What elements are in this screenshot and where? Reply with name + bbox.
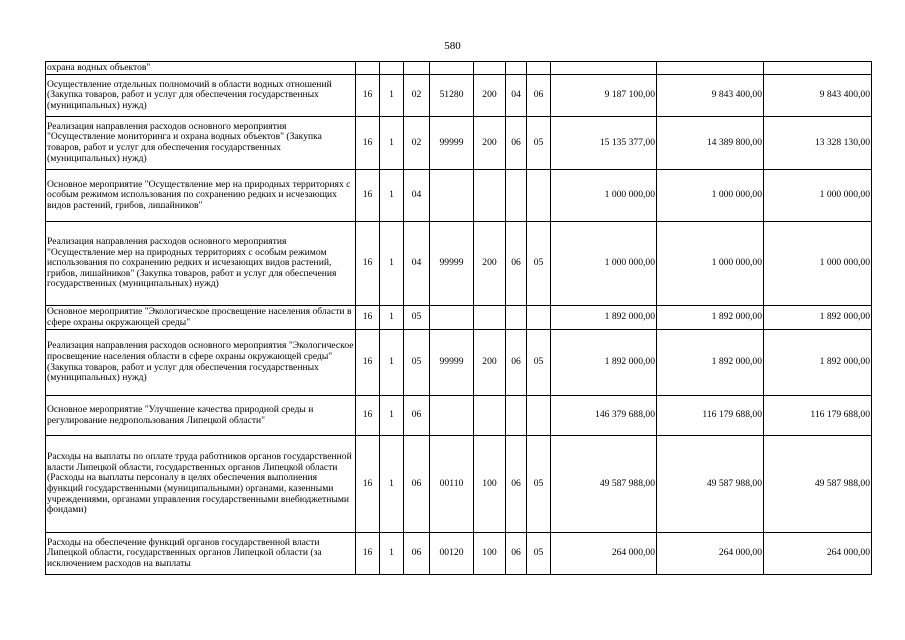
code-cell: 06 [404,396,430,436]
code-cell: 06 [506,330,527,396]
amount-year2-cell: 9 843 400,00 [657,75,764,117]
table-row [46,396,872,436]
code-cell: 1 [380,222,404,306]
row-description: Реализация направления расходов основного мероприятия "Экологическое просвещение населения области в сфере охраны окружающей среды" (Закупка товаров, работ и услуг для обеспечения государственных (муниципальных) нужд) [46,330,356,396]
code-cell: 04 [404,222,430,306]
code-cell: 06 [404,436,430,533]
code-cell: 06 [506,533,527,575]
row-description: охрана водных объектов" [46,62,356,75]
code-cell: 16 [356,330,380,396]
code-cell [474,62,506,75]
amount-year2-cell: 1 892 000,00 [657,330,764,396]
amount-year1-cell: 9 187 100,00 [551,75,657,117]
budget-table [45,61,872,575]
table-row [46,306,872,330]
code-cell [527,306,551,330]
amount-year1-cell: 15 135 377,00 [551,117,657,170]
amount-year3-cell: 49 587 988,00 [764,436,872,533]
code-cell: 06 [506,222,527,306]
code-cell: 99999 [430,330,474,396]
code-cell: 16 [356,533,380,575]
code-cell: 05 [527,117,551,170]
code-cell: 16 [356,117,380,170]
code-cell: 04 [404,170,430,222]
amount-year3-cell: 116 179 688,00 [764,396,872,436]
code-cell: 200 [474,330,506,396]
code-cell: 00110 [430,436,474,533]
code-cell: 100 [474,533,506,575]
amount-year1-cell: 1 000 000,00 [551,170,657,222]
amount-year2-cell: 116 179 688,00 [657,396,764,436]
code-cell: 51280 [430,75,474,117]
table-row [46,330,872,396]
code-cell [527,396,551,436]
code-cell [474,170,506,222]
code-cell: 99999 [430,222,474,306]
row-description: Реализация направления расходов основного мероприятия "Осуществление мер на природных территориях с особым режимом использования по сохранению редких и исчезающих видов растений, грибов, лишайников" (Закупка товаров, работ и услуг для обеспечения государственных (муниципальных) нужд) [46,222,356,306]
code-cell: 1 [380,533,404,575]
code-cell [506,170,527,222]
code-cell [380,62,404,75]
table-row [46,170,872,222]
code-cell [356,62,380,75]
amount-year2-cell: 264 000,00 [657,533,764,575]
code-cell [430,62,474,75]
code-cell: 16 [356,75,380,117]
code-cell: 05 [404,330,430,396]
table-row [46,533,872,575]
row-description: Основное мероприятие "Улучшение качества природной среды и регулирование недропользования Липецкой области" [46,396,356,436]
row-description: Осуществление отдельных полномочий в области водных отношений (Закупка товаров, работ и услуг для обеспечения государственных (муниципальных) нужд) [46,75,356,117]
amount-year3-cell [764,62,872,75]
code-cell [430,306,474,330]
code-cell: 1 [380,117,404,170]
amount-year3-cell: 264 000,00 [764,533,872,575]
amount-year1-cell: 146 379 688,00 [551,396,657,436]
code-cell [506,62,527,75]
code-cell: 05 [527,222,551,306]
code-cell [474,396,506,436]
code-cell: 02 [404,117,430,170]
row-description: Расходы на выплаты по оплате труда работников органов государственной власти Липецкой области, государственных органов Липецкой области (Расходы на выплаты персоналу в целях обеспечения выполнения функций государственными (муниципальными) органами, казенными учреждениями, органами управления государственными внебюджетными фондами) [46,436,356,533]
code-cell: 1 [380,306,404,330]
code-cell: 06 [404,533,430,575]
amount-year1-cell: 1 892 000,00 [551,306,657,330]
amount-year2-cell: 14 389 800,00 [657,117,764,170]
code-cell [474,306,506,330]
code-cell: 99999 [430,117,474,170]
amount-year3-cell: 1 892 000,00 [764,306,872,330]
code-cell: 02 [404,75,430,117]
amount-year3-cell: 1 000 000,00 [764,170,872,222]
table-row [46,222,872,306]
row-description: Основное мероприятие "Экологическое просвещение населения области в сфере охраны окружающей среды" [46,306,356,330]
code-cell: 16 [356,436,380,533]
row-description: Основное мероприятие "Осуществление мер на природных территориях с особым режимом использования по сохранению редких и исчезающих видов растений, грибов, лишайников" [46,170,356,222]
amount-year3-cell: 1 892 000,00 [764,330,872,396]
code-cell: 16 [356,396,380,436]
amount-year1-cell: 1 892 000,00 [551,330,657,396]
amount-year2-cell [657,62,764,75]
code-cell: 06 [506,436,527,533]
amount-year1-cell [551,62,657,75]
amount-year2-cell: 1 000 000,00 [657,170,764,222]
row-description: Реализация направления расходов основного мероприятия "Осуществление мониторинга и охрана водных объектов" (Закупка товаров, работ и услуг для обеспечения государственных (муниципальных) нужд) [46,117,356,170]
code-cell: 1 [380,396,404,436]
code-cell [430,170,474,222]
amount-year2-cell: 49 587 988,00 [657,436,764,533]
code-cell: 16 [356,306,380,330]
amount-year3-cell: 13 328 130,00 [764,117,872,170]
page-number: 580 [444,40,461,52]
code-cell: 16 [356,170,380,222]
table-row [46,75,872,117]
code-cell [527,170,551,222]
table-row [46,62,872,75]
amount-year2-cell: 1 892 000,00 [657,306,764,330]
amount-year3-cell: 1 000 000,00 [764,222,872,306]
code-cell: 200 [474,75,506,117]
code-cell: 1 [380,75,404,117]
amount-year1-cell: 264 000,00 [551,533,657,575]
code-cell [404,62,430,75]
code-cell: 200 [474,117,506,170]
amount-year2-cell: 1 000 000,00 [657,222,764,306]
code-cell [506,396,527,436]
amount-year1-cell: 1 000 000,00 [551,222,657,306]
code-cell: 1 [380,330,404,396]
code-cell: 06 [506,117,527,170]
code-cell: 05 [527,436,551,533]
table-row [46,117,872,170]
code-cell: 16 [356,222,380,306]
code-cell: 04 [506,75,527,117]
code-cell [506,306,527,330]
table-row [46,436,872,533]
code-cell: 100 [474,436,506,533]
code-cell: 06 [527,75,551,117]
amount-year3-cell: 9 843 400,00 [764,75,872,117]
code-cell: 05 [404,306,430,330]
amount-year1-cell: 49 587 988,00 [551,436,657,533]
row-description: Расходы на обеспечение функций органов государственной власти Липецкой области, государственных органов Липецкой области (за исключением расходов на выплаты [46,533,356,575]
code-cell [430,396,474,436]
code-cell: 200 [474,222,506,306]
code-cell: 1 [380,436,404,533]
code-cell [527,62,551,75]
code-cell: 00120 [430,533,474,575]
code-cell: 05 [527,533,551,575]
code-cell: 05 [527,330,551,396]
code-cell: 1 [380,170,404,222]
